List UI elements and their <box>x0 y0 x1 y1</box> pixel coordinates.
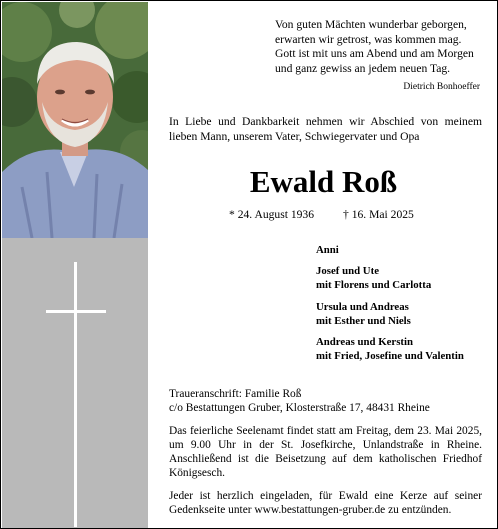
service-paragraph: Das feierliche Seelenamt findet statt am Freitag, dem 23. Mai 2025, um 9.00 Uhr in der St. Josefkirche, Unlandstraße in Rheine. Anschließend ist die Beisetzung auf dem katholischen Friedhof Königsesch. <box>169 424 482 480</box>
mourner-line: mit Esther und Niels <box>316 314 411 327</box>
portrait-photo <box>2 2 148 238</box>
portrait-illustration <box>2 2 148 238</box>
left-panel <box>2 2 148 529</box>
poem-line: und ganz gewiss an jedem neuen Tag. <box>275 61 451 75</box>
poem-line: erwarten wir getrost, was kommen mag. <box>275 32 462 46</box>
mourner-line: mit Florens und Carlotta <box>316 279 432 292</box>
poem-line: Gott ist mit uns am Abend und am Morgen <box>275 47 474 61</box>
service-details <box>169 387 482 517</box>
address-line: c/o Bestattungen Gruber, Klosterstraße 17, 48431 Rheine <box>169 402 430 415</box>
cross-icon <box>2 238 148 529</box>
poem-line: Von guten Mächten wunderbar geborgen, <box>275 18 467 31</box>
mourner-group <box>316 335 498 363</box>
life-dates <box>229 208 429 221</box>
mourner-group <box>316 264 498 292</box>
mourner-line: Anni <box>316 244 339 256</box>
mourner-group <box>316 243 498 257</box>
candle-paragraph: Jeder ist herzlich eingeladen, für Ewald eine Kerze auf seiner Gedenkseite unter www.bestattungen-gruber.de zu entzünden. <box>169 489 482 517</box>
mourning-address <box>169 387 482 416</box>
mourner-line: Andreas und Kerstin <box>316 336 413 349</box>
mourners-list <box>316 243 498 370</box>
text-column <box>149 2 498 529</box>
mourner-line: Ursula und Andreas <box>316 300 409 313</box>
intro-text: In Liebe und Dankbarkeit nehmen wir Abschied von meinem lieben Mann, unserem Vater, Schwiegervater und Opa <box>169 115 482 143</box>
deceased-name: Ewald Roß <box>249 164 398 199</box>
poem <box>275 18 475 76</box>
death-date: † 16. Mai 2025 <box>343 208 414 221</box>
mourner-line: mit Fried, Josefine und Valentin <box>316 350 464 363</box>
poem-author: Dietrich Bonhoeffer <box>403 82 480 92</box>
birth-date: * 24. August 1936 <box>229 208 315 221</box>
mourner-line: Josef und Ute <box>316 265 379 278</box>
mourner-group <box>316 300 498 328</box>
address-line: Traueranschrift: Familie Roß <box>169 388 302 400</box>
